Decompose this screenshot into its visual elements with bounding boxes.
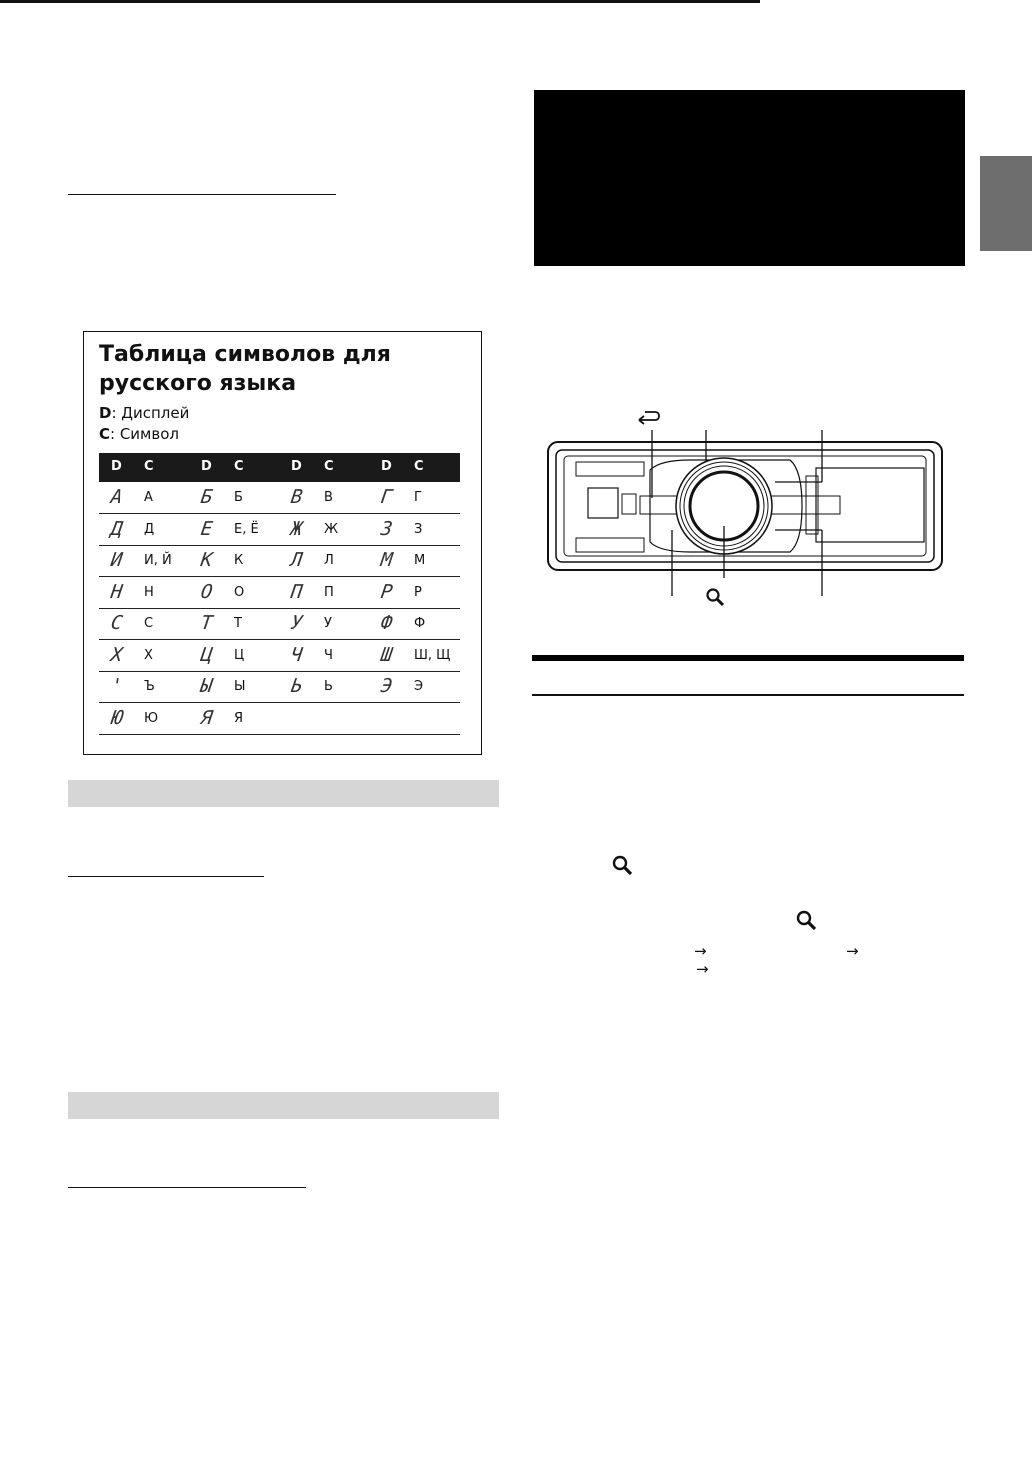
character-value: О <box>234 584 245 600</box>
display-glyph: Х <box>109 643 124 666</box>
display-glyph: Р <box>379 580 394 603</box>
display-glyph: Ц <box>199 643 214 666</box>
table-row <box>99 577 460 609</box>
character-value: Л <box>324 553 334 568</box>
character-value: Ч <box>324 647 333 663</box>
search-icon <box>612 855 634 877</box>
character-value: Ъ <box>144 679 155 694</box>
table-row <box>99 640 460 672</box>
underline-1 <box>68 194 336 195</box>
character-value: Ц <box>234 647 245 663</box>
display-glyph: П <box>289 580 304 603</box>
character-value: С <box>144 616 154 631</box>
display-glyph: Ж <box>289 517 304 540</box>
character-value: Ю <box>144 710 159 726</box>
character-value: Д <box>144 521 155 537</box>
character-value: Ж <box>324 521 339 537</box>
table-row <box>99 608 460 640</box>
character-value: М <box>414 553 426 568</box>
display-glyph: Ю <box>109 706 124 729</box>
underline-3 <box>68 1187 306 1188</box>
character-value: Э <box>414 679 424 694</box>
display-glyph: ' <box>109 675 124 697</box>
character-value: Ф <box>414 616 426 631</box>
section-bar-1 <box>68 780 499 807</box>
display-glyph: Г <box>379 486 394 508</box>
character-value: Р <box>414 584 422 600</box>
legend-character: C: Символ <box>99 425 179 443</box>
thick-rule-right <box>532 655 964 661</box>
character-value: У <box>324 616 332 631</box>
back-arrow-icon <box>639 412 659 424</box>
display-glyph: Ы <box>199 675 214 697</box>
display-glyph: Ф <box>379 612 394 634</box>
display-glyph: Е <box>199 517 214 540</box>
thin-rule-right <box>532 694 964 696</box>
display-glyph: М <box>379 549 394 571</box>
display-glyph: З <box>379 517 394 540</box>
character-value: Ь <box>324 679 333 694</box>
display-glyph: Т <box>199 612 214 634</box>
display-glyph: О <box>199 580 214 603</box>
character-value: З <box>414 521 423 537</box>
character-value: Х <box>144 647 153 663</box>
display-glyph: А <box>109 486 124 508</box>
character-value: Ы <box>234 679 246 694</box>
character-value: Я <box>234 710 244 726</box>
language-side-tab <box>980 156 1032 251</box>
character-value: Ш, Щ <box>414 647 451 663</box>
character-value: Н <box>144 584 154 600</box>
sequence-arrow-2: → <box>846 942 859 960</box>
display-glyph: С <box>109 612 124 634</box>
character-value: К <box>234 553 244 568</box>
display-glyph: Э <box>379 675 394 697</box>
table-row <box>99 482 460 514</box>
legend-display: D: Дисплей <box>99 404 190 422</box>
top-rule <box>0 0 760 3</box>
table-row <box>99 545 460 577</box>
sequence-arrow-1: → <box>694 942 707 960</box>
russian-character-table <box>83 331 482 755</box>
search-icon <box>708 590 724 606</box>
table-row <box>99 671 460 703</box>
character-value: Т <box>234 616 242 631</box>
table-row <box>99 703 460 735</box>
table-header: D C D C D C D C <box>99 453 460 482</box>
character-value: В <box>324 490 333 505</box>
character-value: Е, Ё <box>234 521 259 537</box>
display-glyph: И <box>109 549 124 571</box>
character-value: Б <box>234 490 243 505</box>
character-value: А <box>144 490 153 505</box>
head-unit-diagram <box>540 400 960 615</box>
display-glyph: Н <box>109 580 124 603</box>
display-glyph: Ь <box>289 675 304 697</box>
display-glyph: Б <box>199 486 214 508</box>
display-glyph: Д <box>109 517 124 540</box>
underline-2 <box>68 876 264 877</box>
display-glyph: Л <box>289 549 304 571</box>
table-title: Таблица символов для русского языка <box>99 342 391 396</box>
display-glyph: Я <box>199 706 214 729</box>
display-glyph: У <box>289 612 304 634</box>
character-value: Г <box>414 490 422 505</box>
display-glyph: В <box>289 486 304 508</box>
character-value: И, Й <box>144 553 172 568</box>
display-glyph: Ш <box>379 643 394 666</box>
black-heading-box <box>534 90 965 266</box>
display-glyph: Ч <box>289 643 304 666</box>
character-value: П <box>324 584 334 600</box>
display-glyph: К <box>199 549 214 571</box>
section-bar-2 <box>68 1092 499 1119</box>
table-row <box>99 514 460 546</box>
sequence-arrow-3: → <box>696 960 709 978</box>
search-icon <box>796 910 818 932</box>
